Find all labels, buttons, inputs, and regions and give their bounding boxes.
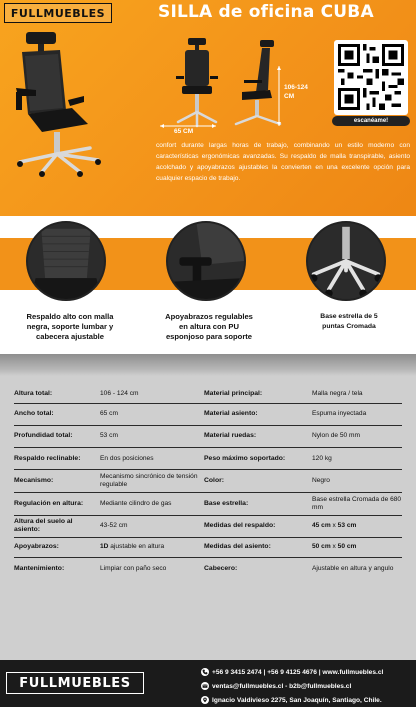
spec-label: Base estrella:: [204, 500, 249, 507]
footer-address-text: Ignacio Valdivieso 2275, San Joaquín, Santiago, Chile.: [212, 696, 382, 704]
feature-backrest-label: Respaldo alto con malla negra, soporte lumbar y cabecera ajustable: [26, 312, 114, 341]
spec-value: En dos posiciones: [100, 455, 154, 462]
spec-label: Respaldo reclinable:: [14, 455, 81, 462]
spec-label: Regulación en altura:: [14, 500, 84, 507]
spec-value: 106 - 124 cm: [100, 390, 139, 397]
phone-icon: [201, 668, 209, 676]
location-icon: [201, 696, 209, 704]
brand-logo: [4, 3, 112, 23]
spec-value-part: 53 cm: [337, 522, 357, 529]
spec-value: Malla negra / tela: [312, 390, 363, 397]
spec-row: [14, 541, 402, 553]
spec-label: Peso máximo soportado:: [204, 455, 286, 462]
spec-label: Ancho total:: [14, 410, 54, 417]
footer-email-line: [201, 682, 351, 690]
footer: [0, 660, 416, 707]
spec-value: Espuma inyectada: [312, 410, 367, 417]
spec-label: Color:: [204, 477, 225, 484]
footer-logo: [6, 672, 144, 694]
spec-label: Material ruedas:: [204, 432, 257, 439]
spec-value: 43-52 cm: [100, 522, 128, 529]
spec-value: 65 cm: [100, 410, 118, 417]
feature-base-image: [306, 221, 386, 301]
spec-label: Mecanismo:: [14, 477, 54, 484]
spec-value: Mecanismo sincrónico de tensión regulable: [100, 473, 198, 488]
scan-me-badge: [332, 116, 410, 126]
spec-value-part: 50 cm: [312, 543, 331, 550]
spec-value-part: ajustable en altura: [108, 543, 165, 550]
feature-band: [0, 216, 416, 306]
row-divider: [14, 403, 402, 404]
spec-label: Altura del suelo al asiento:: [14, 518, 73, 533]
spec-label: Cabecero:: [204, 565, 238, 572]
spec-value-part: x: [330, 543, 338, 550]
spec-row: [14, 430, 402, 442]
chair-front-view-image: [172, 36, 222, 131]
footer-phone-text[interactable]: +56 9 3415 2474 | +56 9 4125 4676 | www.fullmuebles.cl: [212, 668, 384, 676]
spec-row: [14, 495, 402, 513]
height-dimension-label: 106-124 CM: [284, 84, 308, 100]
spec-value: [312, 522, 402, 530]
brand-logo-text: FULLMUEBLES: [10, 6, 106, 20]
footer-email-text[interactable]: ventas@fullmuebles.cl - b2b@fullmuebles.cl: [212, 682, 352, 690]
row-divider: [14, 469, 402, 470]
spec-value: 120 kg: [312, 455, 332, 462]
feature-armrest-label: Apoyabrazos regulables en altura con PU esponjoso para soporte: [165, 312, 253, 341]
spec-row: [14, 517, 402, 535]
specs-top-shade: [0, 354, 416, 376]
feature-armrest-image: [166, 221, 246, 301]
row-divider: [14, 515, 402, 516]
hero-section: [0, 0, 416, 216]
spec-value: Mediante cilindro de gas: [100, 500, 172, 507]
spec-label: Profundidad total:: [14, 432, 73, 439]
chair-main-image: [2, 30, 110, 180]
spec-label: Apoyabrazos:: [14, 543, 59, 550]
spec-label: Mantenimiento:: [14, 565, 65, 572]
qr-code-icon: [338, 44, 404, 110]
spec-value-part: x: [330, 522, 338, 529]
feature-base-label: Base estrella de 5 puntas Cromada: [320, 313, 378, 330]
spec-value: [312, 543, 402, 551]
spec-value: Negro: [312, 477, 330, 484]
spec-value-part: 45 cm: [312, 522, 331, 529]
row-divider: [14, 537, 402, 538]
spec-row: [14, 472, 402, 490]
spec-row: [14, 408, 402, 420]
product-description: confort durante largas horas de trabajo, combinando un estilo moderno con características ergonómicas avanzadas. Su respaldo de malla transpirable, asiento acolchado y apoyabrazos ajustables la convierten en una excelente opción para cualquier espacio de trabajo.: [156, 142, 410, 182]
spec-label: Altura total:: [14, 390, 53, 397]
row-divider: [14, 492, 402, 493]
spec-label: Material asiento:: [204, 410, 258, 417]
spec-row: [14, 388, 402, 400]
row-divider: [14, 425, 402, 426]
width-dimension-label: 65 CM: [174, 128, 194, 135]
footer-phone-line: [201, 668, 383, 676]
spec-value: Ajustable en altura y angulo: [312, 565, 394, 572]
spec-label: Material principal:: [204, 390, 263, 397]
spec-value: 53 cm: [100, 432, 118, 439]
footer-logo-text: FULLMUEBLES: [19, 675, 131, 691]
row-divider: [14, 557, 402, 558]
spec-row: [14, 560, 402, 578]
spec-row: [14, 453, 402, 465]
scan-me-label: escanéame!: [353, 118, 389, 124]
footer-address-line: [201, 696, 382, 704]
spec-value: Nylon de 50 mm: [312, 432, 361, 439]
email-icon: [201, 682, 209, 690]
row-divider: [14, 447, 402, 448]
spec-value: Limpiar con paño seco: [100, 565, 167, 572]
spec-value-part: 1D: [100, 543, 109, 550]
spec-value-part: 50 cm: [337, 543, 357, 550]
product-title: SILLA de oficina CUBA: [158, 2, 374, 22]
feature-backrest-image: [26, 221, 106, 301]
spec-label: Medidas del respaldo:: [204, 522, 276, 529]
qr-code[interactable]: [334, 40, 408, 115]
spec-value: Base estrella Cromada de 680 mm: [312, 496, 402, 511]
spec-label: Medidas del asiento:: [204, 543, 271, 550]
spec-value: [100, 543, 204, 551]
